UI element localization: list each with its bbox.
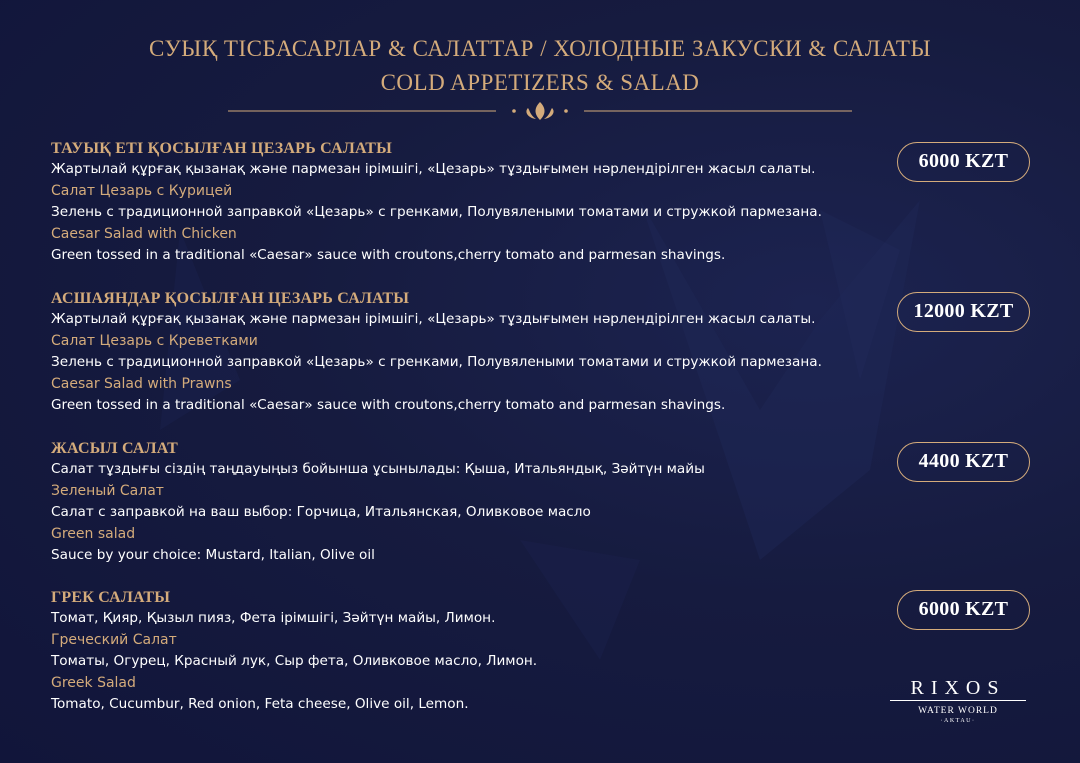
price-badge: 6000 KZT — [897, 590, 1030, 630]
price-badge: 6000 KZT — [897, 142, 1030, 182]
logo-rule — [890, 700, 1026, 701]
item-title-kz: ГРЕК САЛАТЫ — [51, 589, 171, 606]
item-title-kz: ТАУЫҚ ЕТІ ҚОСЫЛҒАН ЦЕЗАРЬ САЛАТЫ — [51, 140, 393, 157]
ornament-divider-icon — [228, 100, 852, 122]
item-desc-kz: Жартылай құрғақ қызанақ және пармезан ірімшігі, «Цезарь» тұздығымен нәрлендірілген жасыл салаты. — [51, 311, 816, 327]
item-title-ru: Салат Цезарь с Креветками — [51, 332, 258, 349]
item-title-kz: АСШАЯНДАР ҚОСЫЛҒАН ЦЕЗАРЬ САЛАТЫ — [51, 290, 410, 307]
price-badge: 12000 KZT — [897, 292, 1030, 332]
item-title-en: Greek Salad — [51, 674, 136, 691]
header-title-kz-ru: СУЫҚ ТІСБАСАРЛАР & САЛАТТАР / ХОЛОДНЫЕ ЗАКУСКИ & САЛАТЫ — [148, 36, 932, 61]
rixos-logo — [888, 672, 1028, 744]
menu-item-caesar-chicken — [51, 138, 871, 267]
item-title-en: Caesar Salad with Prawns — [51, 375, 232, 392]
menu-item-caesar-prawns — [51, 288, 871, 417]
item-title-kz: ЖАСЫЛ САЛАТ — [51, 440, 179, 457]
item-title-ru: Салат Цезарь с Курицей — [51, 182, 233, 199]
menu-item-green-salad — [51, 438, 871, 567]
item-desc-en: Tomato, Cucumbur, Red onion, Feta cheese, Olive oil, Lemon. — [51, 696, 469, 712]
item-desc-kz: Томат, Қияр, Қызыл пияз, Фета ірімшігі, Зәйтүн майы, Лимон. — [51, 610, 496, 626]
item-desc-ru: Салат с заправкой на ваш выбор: Горчица, Итальянская, Оливковое масло — [51, 504, 591, 520]
item-title-ru: Греческий Салат — [51, 631, 177, 648]
item-desc-ru: Томаты, Огурец, Красный лук, Сыр фета, Оливковое масло, Лимон. — [51, 653, 538, 669]
item-desc-ru: Зелень с традиционной заправкой «Цезарь» с гренками, Полувялеными томатами и стружкой пармезана. — [51, 204, 822, 220]
header-title-en: COLD APPETIZERS & SALAD — [380, 70, 700, 95]
item-title-en: Green salad — [51, 525, 136, 542]
item-desc-en: Green tossed in a traditional «Caesar» sauce with croutons,cherry tomato and parmesan shavings. — [51, 247, 726, 263]
item-desc-en: Green tossed in a traditional «Caesar» sauce with croutons,cherry tomato and parmesan shavings. — [51, 397, 726, 413]
item-title-en: Caesar Salad with Chicken — [51, 225, 237, 242]
logo-city: ·AKTAU· — [940, 718, 976, 724]
menu-item-greek-salad — [51, 587, 871, 716]
item-desc-en: Sauce by your choice: Mustard, Italian, Olive oil — [51, 547, 375, 563]
item-desc-kz: Жартылай құрғақ қызанақ және пармезан ірімшігі, «Цезарь» тұздығымен нәрлендірілген жасыл салаты. — [51, 161, 816, 177]
logo-brand: RIXOS — [910, 677, 1006, 699]
menu-header — [0, 34, 1080, 98]
logo-subtitle: WATER WORLD — [918, 706, 998, 716]
item-desc-ru: Зелень с традиционной заправкой «Цезарь» с гренками, Полувялеными томатами и стружкой пармезана. — [51, 354, 822, 370]
item-title-ru: Зеленый Салат — [51, 482, 164, 499]
item-desc-kz: Салат тұздығы сіздің таңдауыңыз бойынша ұсынылады: Қыша, Итальяндық, Зәйтүн майы — [51, 461, 705, 477]
price-badge: 4400 KZT — [897, 442, 1030, 482]
